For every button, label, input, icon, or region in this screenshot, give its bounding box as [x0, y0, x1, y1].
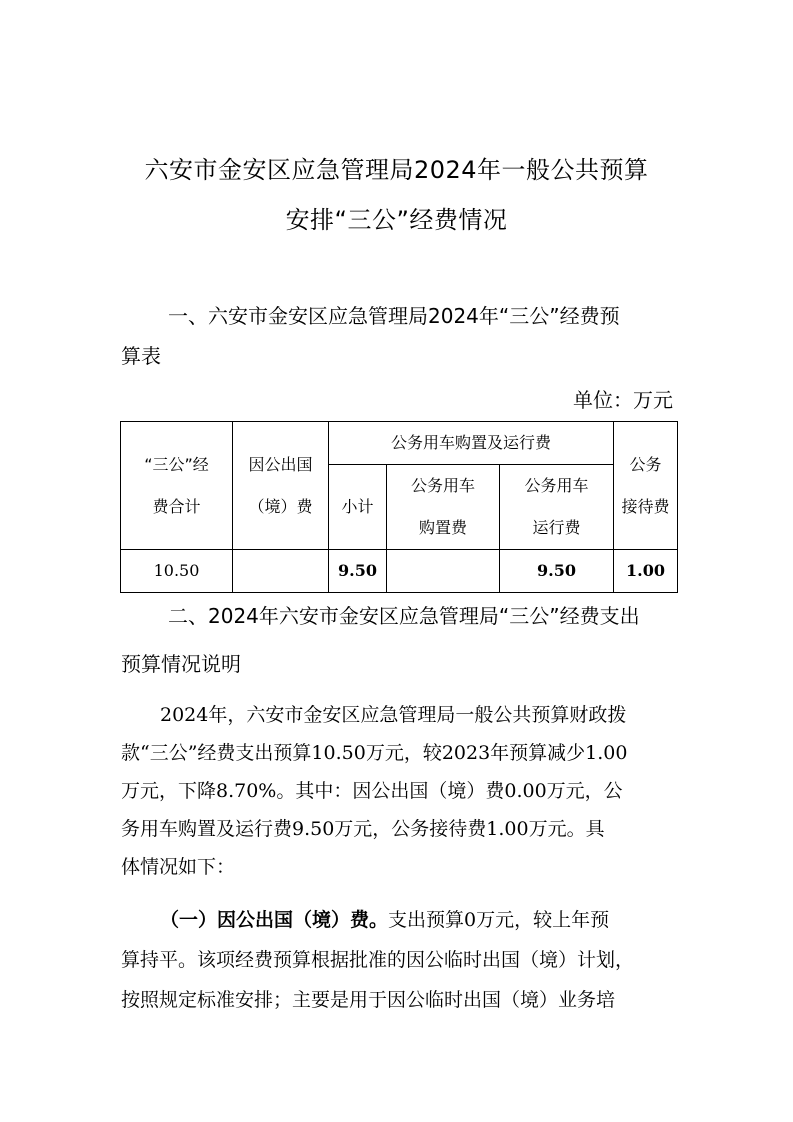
value-total: 10.50 — [121, 550, 233, 593]
value-abroad — [233, 550, 329, 593]
header-total-line-1: “三公”经 — [144, 454, 209, 474]
header-abroad-line-2: （境）费 — [248, 496, 313, 516]
section-1-heading-line-2: 算表 — [121, 344, 161, 368]
header-total — [121, 422, 233, 550]
header-abroad — [233, 422, 329, 550]
header-total-line-2: 费合计 — [152, 496, 201, 516]
header-reception — [614, 422, 678, 550]
header-vehicle-purchase-line-2: 购置费 — [418, 518, 467, 537]
paragraph-2-bold-lead: （一）因公出国（境）费。 — [160, 909, 389, 931]
value-vehicle-running: 9.50 — [500, 550, 614, 593]
paragraph-1-line-5: 体情况如下： — [121, 856, 236, 878]
header-vehicle-purchase-line-1: 公务用车 — [410, 476, 475, 495]
section-2-heading-line-2: 预算情况说明 — [121, 652, 241, 676]
header-reception-line-2: 接待费 — [621, 496, 670, 516]
paragraph-1-line-3: 万元，下降8.70%。其中：因公出国（境）费0.00万元，公 — [121, 780, 623, 802]
paragraph-2-line-1-text: 支出预算0万元，较上年预 — [388, 909, 610, 931]
section-2-heading-line-1: 二、2024年六安市金安区应急管理局“三公”经费支出 — [168, 604, 640, 628]
unit-label: 单位：万元 — [573, 388, 673, 412]
document-title-line-2: 安排“三公”经费情况 — [285, 206, 508, 234]
header-reception-line-1: 公务 — [629, 454, 662, 474]
header-abroad-line-1: 因公出国 — [248, 454, 313, 474]
header-subtotal: 小计 — [329, 465, 387, 550]
value-vehicle-purchase — [387, 550, 500, 593]
paragraph-1-line-4: 务用车购置及运行费9.50万元，公务接待费1.00万元。具 — [121, 818, 605, 840]
value-reception: 1.00 — [614, 550, 678, 593]
document-title-line-1: 六安市金安区应急管理局2024年一般公共预算 — [144, 156, 649, 184]
header-vehicle-running — [500, 465, 614, 550]
header-vehicle: 公务用车购置及运行费 — [329, 422, 614, 465]
header-vehicle-running-line-2: 运行费 — [532, 518, 581, 537]
paragraph-2-line-2: 算持平。该项经费预算根据批准的因公临时出国（境）计划， — [121, 949, 635, 971]
header-vehicle-purchase — [387, 465, 500, 550]
paragraph-1-line-1: 2024年，六安市金安区应急管理局一般公共预算财政拨 — [160, 704, 627, 726]
header-vehicle-running-line-1: 公务用车 — [524, 476, 589, 495]
paragraph-2-line-3: 按照规定标准安排；主要是用于因公临时出国（境）业务培 — [121, 989, 616, 1011]
value-subtotal: 9.50 — [329, 550, 387, 593]
paragraph-2-line-1 — [160, 905, 675, 932]
paragraph-1-line-2: 款“三公”经费支出预算10.50万元，较2023年预算减少1.00 — [121, 742, 628, 764]
section-1-heading-line-1: 一、六安市金安区应急管理局2024年“三公”经费预 — [168, 304, 620, 328]
three-public-budget-table — [120, 421, 678, 593]
